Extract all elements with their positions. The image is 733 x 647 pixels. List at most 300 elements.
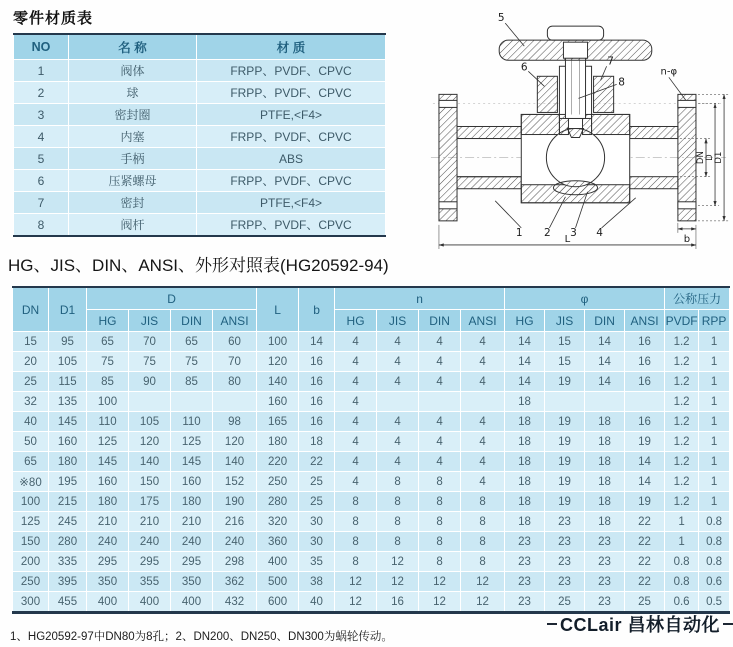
table-cell: 38 <box>299 572 335 592</box>
table-cell <box>461 392 505 412</box>
table-cell: 135 <box>49 392 87 412</box>
table-cell: 4 <box>335 352 377 372</box>
table-cell: 195 <box>49 472 87 492</box>
group-header-pressure: 公称压力 <box>665 287 730 310</box>
table-cell: 1 <box>699 392 730 412</box>
table-cell: 140 <box>257 372 299 392</box>
table-cell: 298 <box>213 552 257 572</box>
table-cell: 12 <box>461 592 505 613</box>
column-header-dn: DN <box>13 287 49 332</box>
dim-label-n-phi: n-φ <box>660 66 678 78</box>
table-cell: 362 <box>213 572 257 592</box>
footnote: 1、HG20592-97中DN80为8孔；2、DN200、DN250、DN300为蜗轮传动。 <box>10 631 393 643</box>
sub-header-d-ansi: ANSI <box>213 310 257 332</box>
table-cell: 400 <box>257 552 299 572</box>
table-cell: 200 <box>13 552 49 572</box>
table-cell: 0.8 <box>699 512 730 532</box>
table-cell: 0.8 <box>665 552 699 572</box>
table-cell: 160 <box>257 392 299 412</box>
table-row <box>13 532 730 552</box>
table-cell: 3 <box>14 104 69 126</box>
table-cell: 22 <box>625 552 665 572</box>
table-cell: 18 <box>505 412 545 432</box>
table-cell: 4 <box>377 332 419 352</box>
table-cell: 14 <box>625 472 665 492</box>
table-cell: 8 <box>419 512 461 532</box>
table-cell: 1 <box>14 60 69 82</box>
materials-header-row <box>14 34 386 60</box>
table-cell: 1 <box>699 492 730 512</box>
table-cell: 14 <box>585 352 625 372</box>
table-cell: 1.2 <box>665 412 699 432</box>
packing-nut-right <box>594 76 614 112</box>
table-cell: 球 <box>69 82 197 104</box>
watermark-line-right <box>723 623 733 625</box>
table-cell: 12 <box>419 592 461 613</box>
table-cell: 30 <box>299 532 335 552</box>
table-cell: 8 <box>377 512 419 532</box>
table-cell: 12 <box>419 572 461 592</box>
table-cell: 18 <box>299 432 335 452</box>
table-row <box>13 552 730 572</box>
table-cell: 105 <box>129 412 171 432</box>
dimension-header-row-2 <box>13 310 730 332</box>
table-cell: 14 <box>505 372 545 392</box>
table-row <box>13 332 730 352</box>
table-cell: 145 <box>171 452 213 472</box>
materials-table-body <box>14 60 386 237</box>
table-cell: 19 <box>625 432 665 452</box>
table-cell: 1 <box>699 352 730 372</box>
table-row <box>14 148 386 170</box>
table-cell: 180 <box>257 432 299 452</box>
table-cell: FRPP、PVDF、CPVC <box>197 170 386 192</box>
table-cell: 400 <box>171 592 213 613</box>
group-header-phi: φ <box>505 287 665 310</box>
table-cell: 0.6 <box>665 592 699 613</box>
table-cell: 8 <box>461 512 505 532</box>
table-cell: 220 <box>257 452 299 472</box>
table-cell: 23 <box>585 592 625 613</box>
table-cell: 19 <box>545 432 585 452</box>
table-cell: 1.2 <box>665 372 699 392</box>
table-cell: FRPP、PVDF、CPVC <box>197 82 386 104</box>
table-cell: 180 <box>49 452 87 472</box>
table-cell: 23 <box>505 592 545 613</box>
table-cell: 19 <box>545 372 585 392</box>
table-cell: 90 <box>129 372 171 392</box>
table-cell: 350 <box>171 572 213 592</box>
table-cell: 7 <box>14 192 69 214</box>
table-cell: 16 <box>299 372 335 392</box>
table-cell: 4 <box>335 432 377 452</box>
table-cell <box>213 392 257 412</box>
table-cell: 150 <box>129 472 171 492</box>
table-cell: 23 <box>545 512 585 532</box>
column-header-material: 材 质 <box>197 34 386 60</box>
table-row <box>13 452 730 472</box>
table-cell: 25 <box>299 492 335 512</box>
table-cell: 8 <box>377 532 419 552</box>
table-cell: 12 <box>335 592 377 613</box>
table-row <box>14 170 386 192</box>
table-row <box>14 60 386 82</box>
table-cell: 240 <box>129 532 171 552</box>
table-cell: 25 <box>13 372 49 392</box>
table-cell: 8 <box>419 552 461 572</box>
table-cell: 210 <box>87 512 129 532</box>
table-cell: 50 <box>13 432 49 452</box>
dimension-header-row-1 <box>13 287 730 310</box>
table-cell: ※80 <box>13 472 49 492</box>
sub-header-phi-hg: HG <box>505 310 545 332</box>
table-cell: 4 <box>461 412 505 432</box>
callout-1: 1 <box>515 226 523 239</box>
table-cell: 18 <box>585 412 625 432</box>
callout-3: 3 <box>570 226 577 239</box>
table-cell: 4 <box>335 452 377 472</box>
table-cell: 4 <box>377 352 419 372</box>
column-header-d1: D1 <box>49 287 87 332</box>
table-cell: 14 <box>299 332 335 352</box>
table-cell: 8 <box>377 472 419 492</box>
table-cell: 400 <box>87 592 129 613</box>
table-cell: 1.2 <box>665 492 699 512</box>
table-cell: 16 <box>625 372 665 392</box>
table-cell: 350 <box>87 572 129 592</box>
sub-header-n-ansi: ANSI <box>461 310 505 332</box>
right-flange <box>678 94 696 220</box>
table-cell: 18 <box>585 452 625 472</box>
table-cell: 35 <box>299 552 335 572</box>
callout-2: 2 <box>544 226 551 239</box>
table-cell: 15 <box>545 332 585 352</box>
table-cell: 16 <box>625 332 665 352</box>
table-cell: 180 <box>171 492 213 512</box>
table-cell: 23 <box>505 552 545 572</box>
callout-4: 4 <box>596 226 603 239</box>
table-cell <box>129 392 171 412</box>
table-cell: 18 <box>505 512 545 532</box>
sub-header-phi-din: DIN <box>585 310 625 332</box>
table-cell: 8 <box>461 492 505 512</box>
table-cell: 152 <box>213 472 257 492</box>
table-cell: 1 <box>699 412 730 432</box>
table-cell: 8 <box>377 492 419 512</box>
table-cell: 32 <box>13 392 49 412</box>
table-cell: 355 <box>129 572 171 592</box>
column-header-no: NO <box>14 34 69 60</box>
sub-header-n-hg: HG <box>335 310 377 332</box>
table-cell: 18 <box>505 492 545 512</box>
table-cell: 1 <box>699 372 730 392</box>
table-cell: 12 <box>377 552 419 572</box>
table-cell: 216 <box>213 512 257 532</box>
sub-header-d-din: DIN <box>171 310 213 332</box>
table-cell: 250 <box>257 472 299 492</box>
table-cell: 1 <box>699 452 730 472</box>
table-cell: 18 <box>585 512 625 532</box>
table-cell: 19 <box>545 452 585 472</box>
table-cell: 密封 <box>69 192 197 214</box>
table-cell: 19 <box>545 492 585 512</box>
table-cell: 400 <box>129 592 171 613</box>
table-row <box>13 392 730 412</box>
table-cell: 8 <box>14 214 69 237</box>
table-cell: 100 <box>13 492 49 512</box>
table-row <box>14 104 386 126</box>
table-cell: 18 <box>505 392 545 412</box>
table-cell: 145 <box>49 412 87 432</box>
table-cell: 335 <box>49 552 87 572</box>
table-cell: 0.8 <box>699 532 730 552</box>
table-cell: 40 <box>13 412 49 432</box>
table-cell: 19 <box>545 412 585 432</box>
table-cell: 内塞 <box>69 126 197 148</box>
table-cell: 1.2 <box>665 392 699 412</box>
dimension-table-body <box>13 332 730 613</box>
table-cell: 295 <box>87 552 129 572</box>
watermark-text: CCLair 昌林自动化 <box>560 615 721 635</box>
table-cell: 280 <box>49 532 87 552</box>
table-cell: 215 <box>49 492 87 512</box>
table-cell: 4 <box>377 452 419 472</box>
table-cell: 1.2 <box>665 352 699 372</box>
sub-header-phi-jis: JIS <box>545 310 585 332</box>
table-cell: 1.2 <box>665 452 699 472</box>
table-cell: 120 <box>129 432 171 452</box>
table-row <box>13 512 730 532</box>
dim-label-d1: D1 <box>714 151 725 164</box>
table-cell <box>625 392 665 412</box>
table-cell: 320 <box>257 512 299 532</box>
table-cell: ABS <box>197 148 386 170</box>
table-cell: 16 <box>625 412 665 432</box>
table-cell: 75 <box>129 352 171 372</box>
table-cell: 65 <box>171 332 213 352</box>
table-cell: 8 <box>419 472 461 492</box>
table-row <box>13 492 730 512</box>
table-cell: 432 <box>213 592 257 613</box>
table-cell: 15 <box>13 332 49 352</box>
group-header-n: n <box>335 287 505 310</box>
table-cell: 240 <box>213 532 257 552</box>
table-row <box>13 352 730 372</box>
table-cell <box>377 392 419 412</box>
column-header-name: 名 称 <box>69 34 197 60</box>
table-cell: 4 <box>419 412 461 432</box>
table-cell: FRPP、PVDF、CPVC <box>197 214 386 237</box>
sub-header-n-jis: JIS <box>377 310 419 332</box>
table-cell: 360 <box>257 532 299 552</box>
table-cell: PTFE,<F4> <box>197 192 386 214</box>
table-cell: 120 <box>257 352 299 372</box>
table-cell: 密封圈 <box>69 104 197 126</box>
table-cell: FRPP、PVDF、CPVC <box>197 60 386 82</box>
table-cell: 12 <box>377 572 419 592</box>
table-cell: 25 <box>545 592 585 613</box>
table-cell: 4 <box>377 412 419 432</box>
table-cell: 6 <box>14 170 69 192</box>
table-cell: 4 <box>419 332 461 352</box>
table-cell: 140 <box>129 452 171 472</box>
table-row <box>13 372 730 392</box>
table-cell: 160 <box>171 472 213 492</box>
table-row <box>13 572 730 592</box>
table-cell: 23 <box>585 532 625 552</box>
table-cell: 280 <box>257 492 299 512</box>
materials-table <box>13 33 386 237</box>
table-row <box>13 592 730 613</box>
table-cell: 1.2 <box>665 332 699 352</box>
table-cell: 115 <box>49 372 87 392</box>
table-cell: 18 <box>505 452 545 472</box>
sub-header-d-jis: JIS <box>129 310 171 332</box>
table-cell: 8 <box>419 532 461 552</box>
table-cell: 105 <box>49 352 87 372</box>
table-cell: 12 <box>461 572 505 592</box>
table-cell: 18 <box>585 432 625 452</box>
table-cell: 40 <box>299 592 335 613</box>
table-row <box>14 82 386 104</box>
callout-7: 7 <box>607 55 614 68</box>
table-cell: 100 <box>257 332 299 352</box>
page-title: 零件材质表 <box>13 10 94 27</box>
table-cell: 75 <box>87 352 129 372</box>
table-cell: 14 <box>505 352 545 372</box>
table-cell: 23 <box>545 572 585 592</box>
table-cell: 125 <box>13 512 49 532</box>
table-cell: 180 <box>87 492 129 512</box>
table-cell: 125 <box>171 432 213 452</box>
column-header-b: b <box>299 287 335 332</box>
table-cell: 165 <box>257 412 299 432</box>
table-cell: 14 <box>585 372 625 392</box>
table-cell: 16 <box>377 592 419 613</box>
table-cell: 4 <box>461 472 505 492</box>
sub-header-pvdf: PVDF <box>665 310 699 332</box>
table-cell: 16 <box>299 412 335 432</box>
table-cell: 175 <box>129 492 171 512</box>
table-row <box>13 472 730 492</box>
sub-header-rpp: RPP <box>699 310 730 332</box>
table-cell: 160 <box>87 472 129 492</box>
table-cell: 12 <box>335 572 377 592</box>
table-cell: 30 <box>299 512 335 532</box>
table-cell: 4 <box>14 126 69 148</box>
table-cell: 190 <box>213 492 257 512</box>
table-cell: 4 <box>377 372 419 392</box>
table-cell: 500 <box>257 572 299 592</box>
dim-label-dn: DN <box>695 151 706 165</box>
table-cell: 240 <box>87 532 129 552</box>
table-cell: 8 <box>335 492 377 512</box>
table-cell: 4 <box>335 332 377 352</box>
left-flange <box>439 94 457 220</box>
table-cell: 240 <box>171 532 213 552</box>
table-cell: 22 <box>625 532 665 552</box>
table-cell: 16 <box>625 352 665 372</box>
table-cell: 0.8 <box>665 572 699 592</box>
table-cell: 4 <box>461 352 505 372</box>
table-cell: 8 <box>335 512 377 532</box>
table-cell: 18 <box>505 432 545 452</box>
table-cell: 1.2 <box>665 472 699 492</box>
valve-diagram <box>424 0 732 256</box>
table-cell: 14 <box>585 332 625 352</box>
table-cell: 120 <box>213 432 257 452</box>
column-header-l: L <box>257 287 299 332</box>
table-cell: 14 <box>505 332 545 352</box>
table-cell: 19 <box>545 472 585 492</box>
table-cell: 75 <box>171 352 213 372</box>
table-cell: 阀杆 <box>69 214 197 237</box>
table-cell: 4 <box>419 432 461 452</box>
table-cell: 455 <box>49 592 87 613</box>
table-cell: 4 <box>461 372 505 392</box>
table-cell: 80 <box>213 372 257 392</box>
table-cell: 0.8 <box>699 552 730 572</box>
table-cell: 4 <box>335 412 377 432</box>
table-cell: 1 <box>665 512 699 532</box>
table-cell: 压紧螺母 <box>69 170 197 192</box>
table-cell: 25 <box>299 472 335 492</box>
table-cell: 20 <box>13 352 49 372</box>
table-cell: 1 <box>665 532 699 552</box>
table-cell: 1.2 <box>665 432 699 452</box>
dim-label-b: b <box>683 233 691 245</box>
table-cell <box>585 392 625 412</box>
table-cell: 4 <box>335 372 377 392</box>
table-cell: 125 <box>87 432 129 452</box>
table-cell: 95 <box>49 332 87 352</box>
table-cell: 4 <box>377 432 419 452</box>
table-cell: 22 <box>625 512 665 532</box>
table-cell: FRPP、PVDF、CPVC <box>197 126 386 148</box>
table-cell: 8 <box>419 492 461 512</box>
table-cell: 65 <box>87 332 129 352</box>
table-cell: 阀体 <box>69 60 197 82</box>
table-cell: 15 <box>545 352 585 372</box>
table-cell: 5 <box>14 148 69 170</box>
table-cell: 85 <box>87 372 129 392</box>
table-cell: 4 <box>461 452 505 472</box>
table-cell: 0.6 <box>699 572 730 592</box>
table-row <box>14 214 386 237</box>
table-cell: 395 <box>49 572 87 592</box>
table-cell: 145 <box>87 452 129 472</box>
table-cell: 295 <box>171 552 213 572</box>
table-cell: 16 <box>299 352 335 372</box>
table-cell: 70 <box>129 332 171 352</box>
callout-8: 8 <box>618 76 626 89</box>
table-cell <box>171 392 213 412</box>
table-cell: 85 <box>171 372 213 392</box>
table-cell: 手柄 <box>69 148 197 170</box>
seat <box>553 181 597 195</box>
table-cell: 19 <box>625 492 665 512</box>
table-cell: 23 <box>545 552 585 572</box>
table-cell: 23 <box>585 572 625 592</box>
table-cell: 4 <box>419 352 461 372</box>
sub-header-n-din: DIN <box>419 310 461 332</box>
table-cell: 22 <box>299 452 335 472</box>
table-cell: 8 <box>335 532 377 552</box>
table-cell: 2 <box>14 82 69 104</box>
watermark <box>547 611 733 637</box>
table-cell <box>419 392 461 412</box>
watermark-line-left <box>547 623 557 625</box>
